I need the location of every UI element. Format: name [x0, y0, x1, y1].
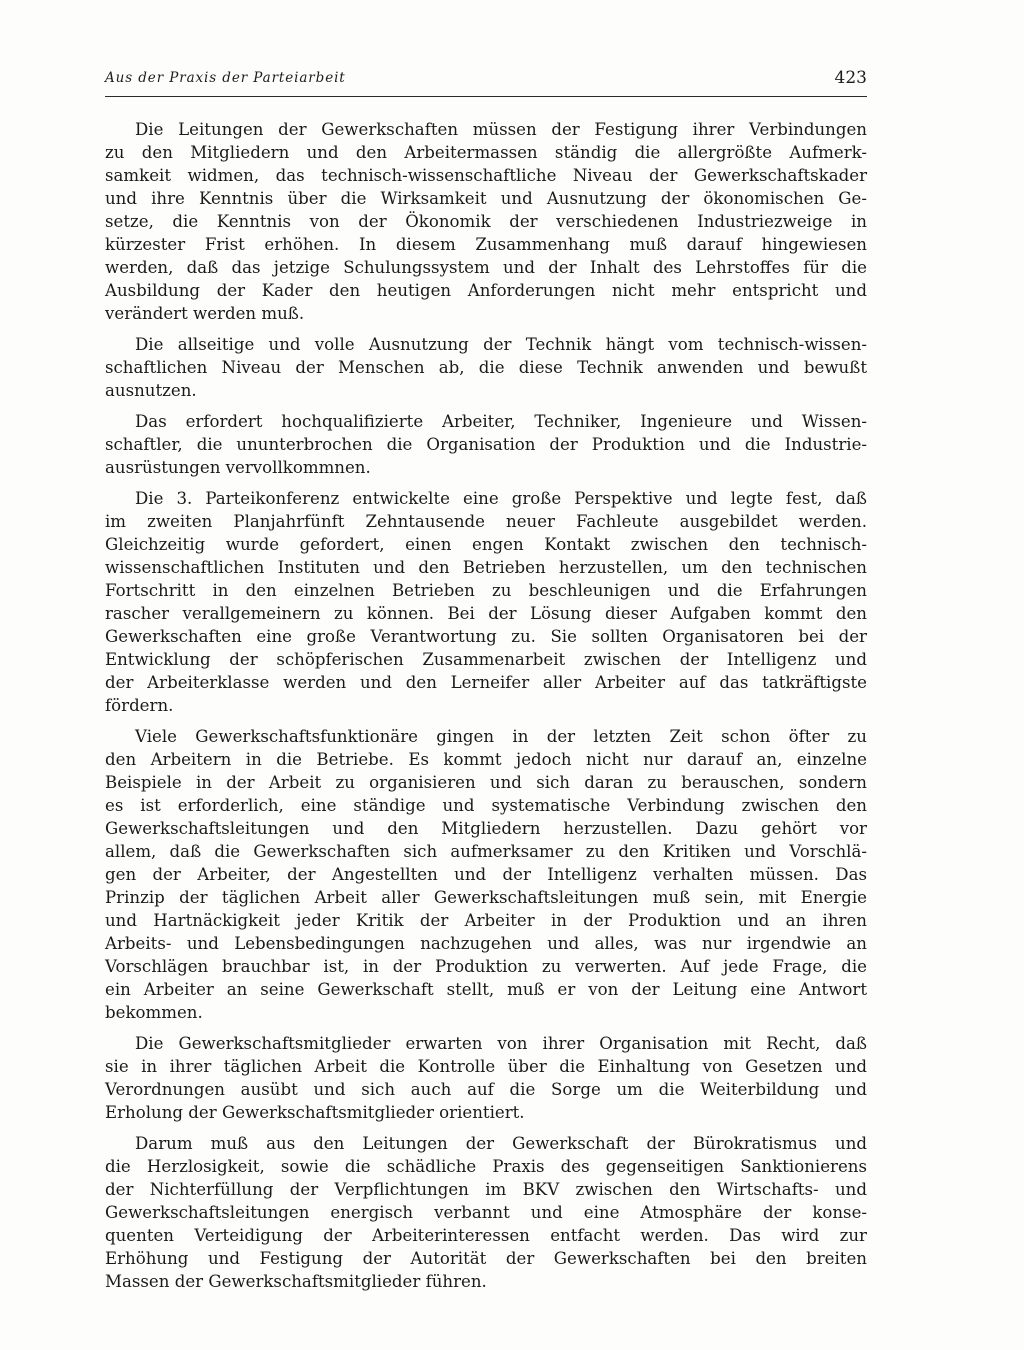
text-line: setze, die Kenntnis von der Ökonomik der verschiedenen Industriezweige in — [105, 212, 867, 231]
text-line: Fortschritt in den einzelnen Betrieben zu beschleunigen und die Erfahrungen — [105, 581, 867, 600]
text-line: allem, daß die Gewerkschaften sich aufmerksamer zu den Kritiken und Vorschlä- — [105, 842, 867, 861]
text-line: und ihre Kenntnis über die Wirksamkeit und Ausnutzung der ökonomischen Ge- — [105, 189, 867, 208]
running-head: Aus der Praxis der Parteiarbeit — [105, 70, 346, 86]
text-line: Beispiele in der Arbeit zu organisieren und sich daran zu berauschen, sondern — [105, 773, 867, 792]
text-line: Gleichzeitig wurde gefordert, einen engen Kontakt zwischen den technisch- — [105, 535, 867, 554]
text-line: ausrüstungen vervollkommnen. — [105, 458, 371, 477]
text-line: Viele Gewerkschaftsfunktionäre gingen in der letzten Zeit schon öfter zu — [135, 727, 867, 746]
text-line: schaftlichen Niveau der Menschen ab, die diese Technik anwenden und bewußt — [105, 358, 867, 377]
text-line: und Hartnäckigkeit jeder Kritik der Arbeiter in der Produktion und an ihren — [105, 911, 867, 930]
text-line: es ist erforderlich, eine ständige und systematische Verbindung zwischen den — [105, 796, 867, 815]
text-line: Das erfordert hochqualifizierte Arbeiter, Techniker, Ingenieure und Wissen- — [135, 412, 867, 431]
text-line: kürzester Frist erhöhen. In diesem Zusammenhang muß darauf hingewiesen — [105, 235, 867, 254]
page-header — [105, 68, 867, 90]
text-line: werden, daß das jetzige Schulungssystem und der Inhalt des Lehrstoffes für die — [105, 258, 867, 277]
text-line: Verordnungen ausübt und sich auch auf die Sorge um die Weiterbildung und — [105, 1080, 867, 1099]
text-line: Die Gewerkschaftsmitglieder erwarten von ihrer Organisation mit Recht, daß — [135, 1034, 867, 1053]
text-line: samkeit widmen, das technisch-wissenschaftliche Niveau der Gewerkschaftskader — [105, 166, 867, 185]
text-line: Gewerkschaftsleitungen und den Mitgliedern herzustellen. Dazu gehört vor — [105, 819, 867, 838]
text-line: bekommen. — [105, 1003, 203, 1022]
text-line: Die Leitungen der Gewerkschaften müssen der Festigung ihrer Verbindungen — [135, 120, 867, 139]
text-line: wissenschaftlichen Instituten und den Betrieben herzustellen, um den technischen — [105, 558, 867, 577]
paragraph — [105, 118, 867, 325]
text-line: rascher verallgemeinern zu können. Bei der Lösung dieser Aufgaben kommt den — [105, 604, 867, 623]
text-line: der Nichterfüllung der Verpflichtungen im BKV zwischen den Wirtschafts- und — [105, 1180, 867, 1199]
text-line: Massen der Gewerkschaftsmitglieder führen. — [105, 1272, 487, 1291]
text-line: den Arbeitern in die Betriebe. Es kommt jedoch nicht nur darauf an, einzelne — [105, 750, 867, 769]
text-line: gen der Arbeiter, der Angestellten und der Intelligenz verhalten müssen. Das — [105, 865, 867, 884]
text-line: Erholung der Gewerkschaftsmitglieder orientiert. — [105, 1103, 525, 1122]
text-line: der Arbeiterklasse werden und den Lerneifer aller Arbeiter auf das tatkräftigste — [105, 673, 867, 692]
paragraph — [105, 1132, 867, 1293]
text-line: sie in ihrer täglichen Arbeit die Kontrolle über die Einhaltung von Gesetzen und — [105, 1057, 867, 1076]
text-line: Darum muß aus den Leitungen der Gewerkschaft der Bürokratismus und — [135, 1134, 867, 1153]
paragraph — [105, 410, 867, 479]
text-line: Ausbildung der Kader den heutigen Anforderungen nicht mehr entspricht und — [105, 281, 867, 300]
text-line: ausnutzen. — [105, 381, 197, 400]
text-line: fördern. — [105, 696, 174, 715]
text-line: im zweiten Planjahrfünft Zehntausende neuer Fachleute ausgebildet werden. — [105, 512, 867, 531]
paragraph — [105, 725, 867, 1024]
paragraph — [105, 333, 867, 402]
text-line: Entwicklung der schöpferischen Zusammenarbeit zwischen der Intelligenz und — [105, 650, 867, 669]
text-line: Erhöhung und Festigung der Autorität der Gewerkschaften bei den breiten — [105, 1249, 867, 1268]
paragraph — [105, 487, 867, 717]
text-line: Die allseitige und volle Ausnutzung der Technik hängt vom technisch-wissen- — [135, 335, 867, 354]
text-line: quenten Verteidigung der Arbeiterinteressen entfacht werden. Das wird zur — [105, 1226, 867, 1245]
body-text — [105, 118, 867, 1301]
header-rule — [105, 96, 867, 97]
text-line: die Herzlosigkeit, sowie die schädliche Praxis des gegenseitigen Sanktionierens — [105, 1157, 867, 1176]
text-line: ein Arbeiter an seine Gewerkschaft stellt, muß er von der Leitung eine Antwort — [105, 980, 867, 999]
text-line: Vorschlägen brauchbar ist, in der Produktion zu verwerten. Auf jede Frage, die — [105, 957, 867, 976]
text-line: Arbeits- und Lebensbedingungen nachzugehen und alles, was nur irgendwie an — [105, 934, 867, 953]
text-line: Die 3. Parteikonferenz entwickelte eine große Perspektive und legte fest, daß — [135, 489, 867, 508]
text-line: Gewerkschaften eine große Verantwortung zu. Sie sollten Organisatoren bei der — [105, 627, 867, 646]
text-line: verändert werden muß. — [105, 304, 305, 323]
text-line: zu den Mitgliedern und den Arbeitermassen ständig die allergrößte Aufmerk- — [105, 143, 867, 162]
text-line: schaftler, die ununterbrochen die Organisation der Produktion und die Industrie- — [105, 435, 867, 454]
text-line: Prinzip der täglichen Arbeit aller Gewerkschaftsleitungen muß sein, mit Energie — [105, 888, 867, 907]
text-line: Gewerkschaftsleitungen energisch verbannt und eine Atmosphäre der konse- — [105, 1203, 867, 1222]
page-number: 423 — [834, 68, 867, 88]
paragraph — [105, 1032, 867, 1124]
